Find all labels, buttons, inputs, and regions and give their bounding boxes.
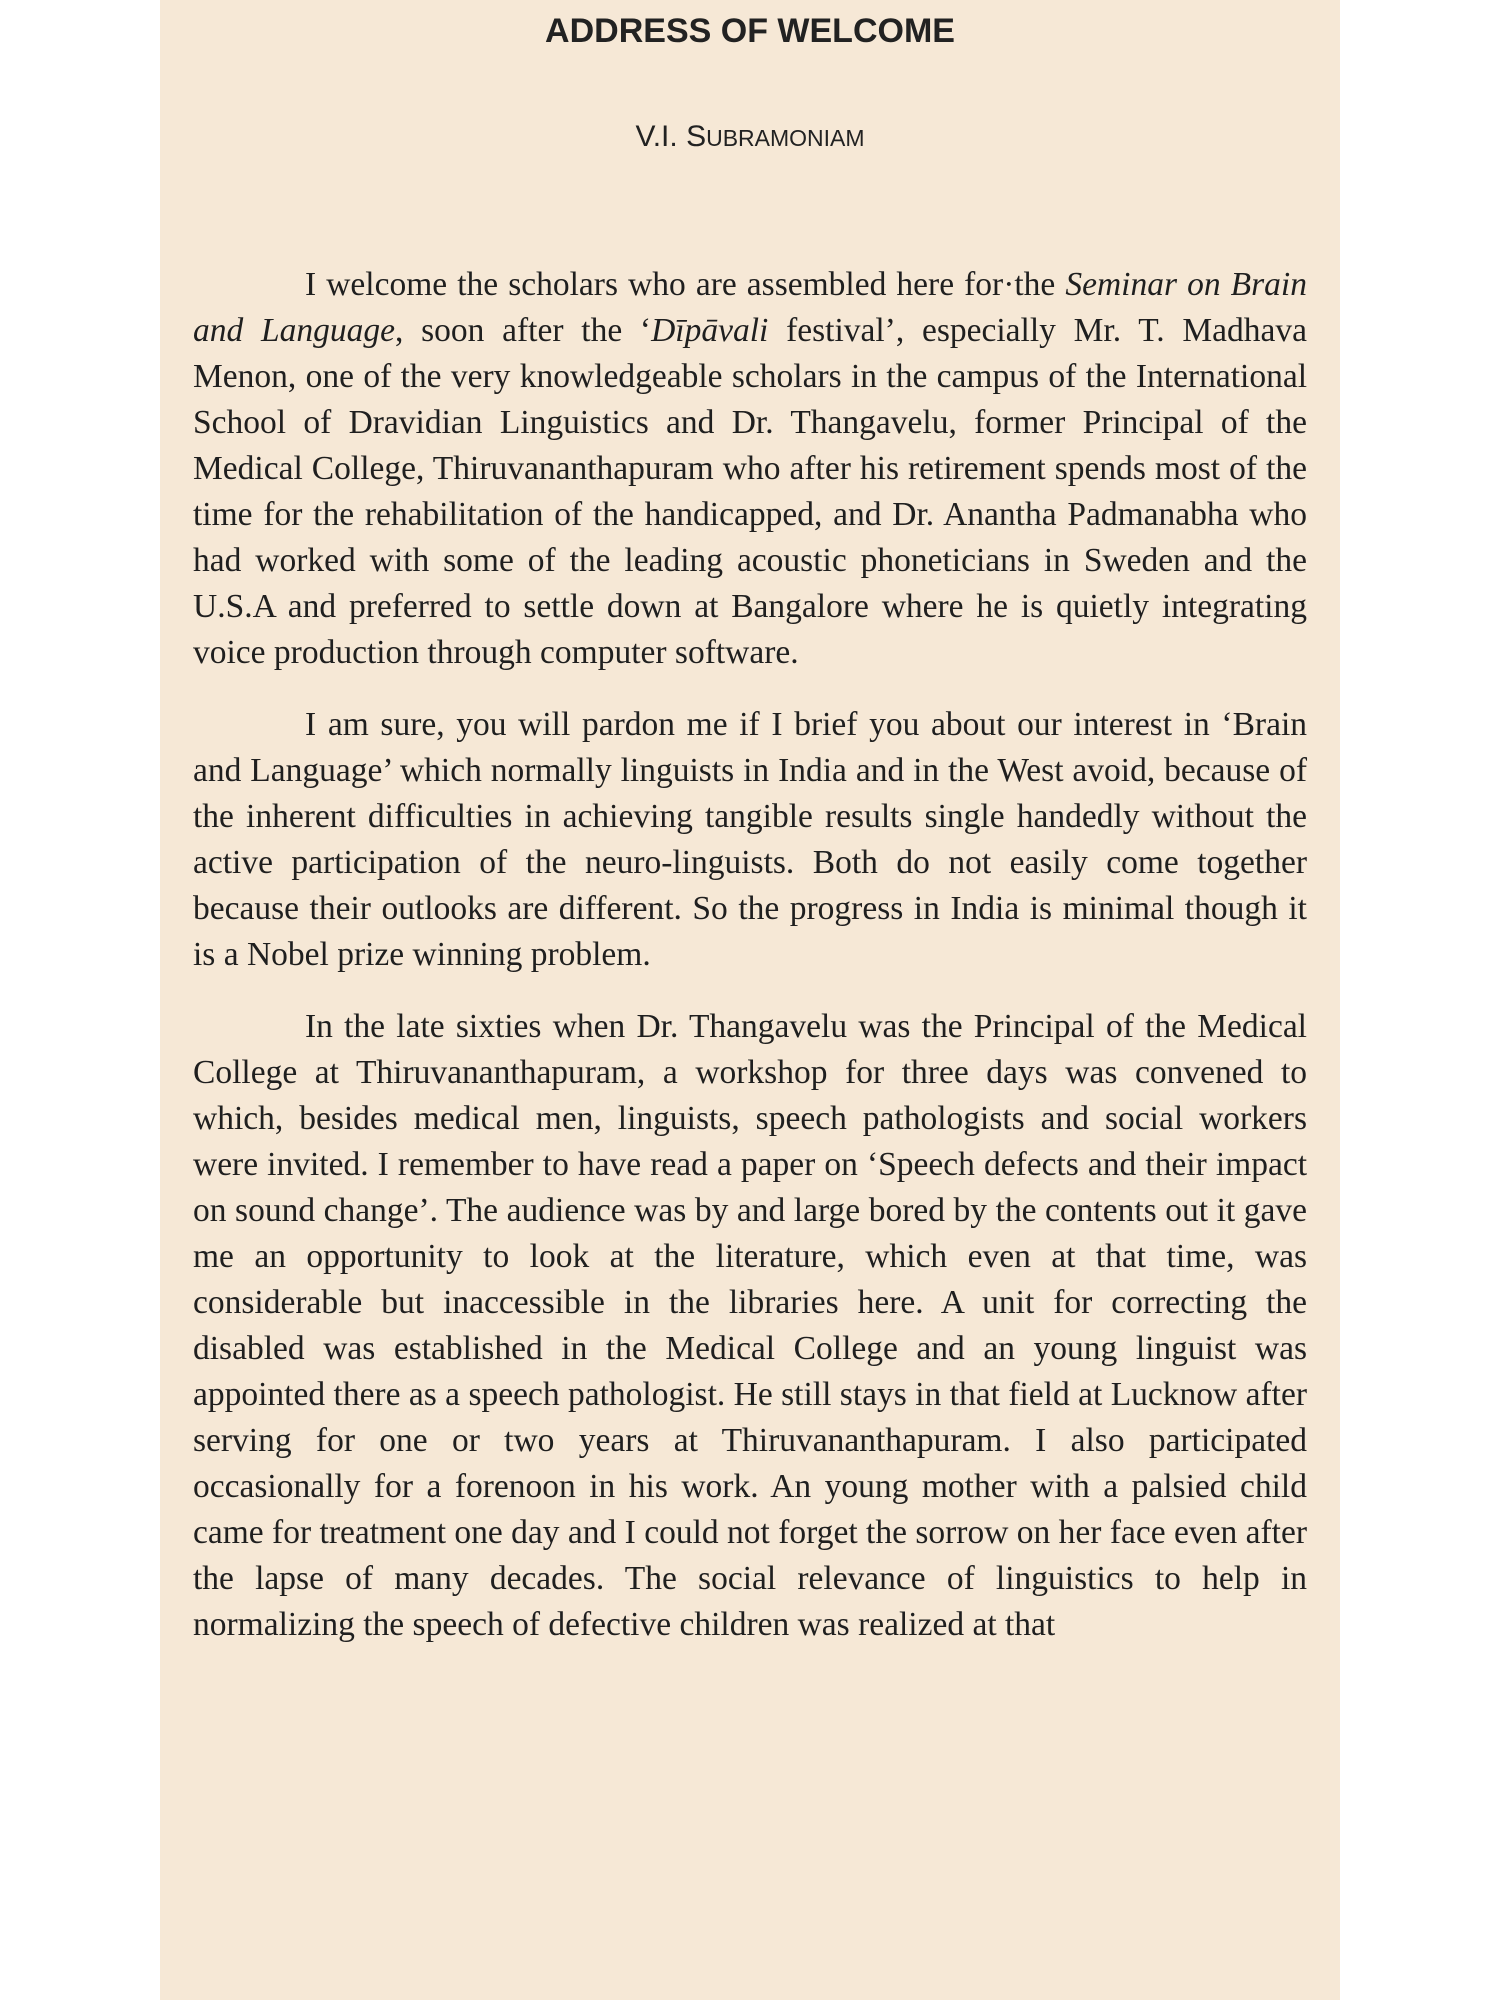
paragraph-1-text-c: festival’, especially Mr. T. Madhava Menon, one of the very knowledgeable scholars in the campus of the International School of Dravidian Linguistics and Dr. Thangavelu, former Principal of the Medical College, Thiruvananthapuram who after his retirement spends most of the time for the rehabilitation of the handicapped, and Dr. Anantha Padmanabha who had worked with some of the leading acoustic phoneticians in Sweden and the U.S.A and preferred to settle down at Bangalore where he is quietly integrating voice production through computer software. bbox=[193, 312, 1307, 671]
festival-name: Dīpāvali bbox=[651, 312, 769, 349]
paragraph-3: In the late sixties when Dr. Thangavelu was the Principal of the Medical College at Thiruvananthapuram, a workshop for three days was convened to which, besides medical men, linguists, speech pathologists and social workers were invited. I remember to have read a paper on ‘Speech defects and their impact on sound change’. The audience was by and large bored by the contents out it gave me an opportunity to look at the literature, which even at that time, was considerable but inaccessible in the libraries here. A unit for correcting the disabled was established in the Medical College and an young linguist was appointed there as a speech pathologist. He still stays in that field at Lucknow after serving for one or two years at Thiruvananthapuram. I also participated occasionally for a forenoon in his work. An young mother with a palsied child came for treatment one day and I could not forget the sorrow on her face even after the lapse of many decades. The social relevance of linguistics to help in normalizing the speech of defective children was realized at that bbox=[193, 1008, 1307, 1643]
article-body bbox=[193, 262, 1307, 1674]
author-surname-first: S bbox=[686, 120, 707, 153]
paragraph-1-text-a: I welcome the scholars who are assembled here for·the bbox=[305, 266, 1066, 303]
page-title: ADDRESS OF WELCOME bbox=[545, 12, 955, 50]
paragraph-2: I am sure, you will pardon me if I brief you about our interest in ‘Brain and Language’ which normally linguists in India and in the West avoid, because of the inherent difficulties in achieving tangible results single handedly without the active participation of the neuro-linguists. Both do not easily come together because their outlooks are different. So the progress in India is minimal though it is a Nobel prize winning problem. bbox=[193, 706, 1307, 973]
author-name bbox=[160, 120, 1340, 154]
author-initials: V.I. bbox=[635, 120, 687, 153]
paragraph-1-text-b: , soon after the ‘ bbox=[395, 312, 652, 349]
seminar-title: Seminar on Brain and Language bbox=[193, 266, 1307, 349]
author-surname-rest: UBRAMONIAM bbox=[706, 125, 865, 151]
document-page bbox=[160, 0, 1340, 2000]
paragraph-1 bbox=[193, 262, 1307, 676]
